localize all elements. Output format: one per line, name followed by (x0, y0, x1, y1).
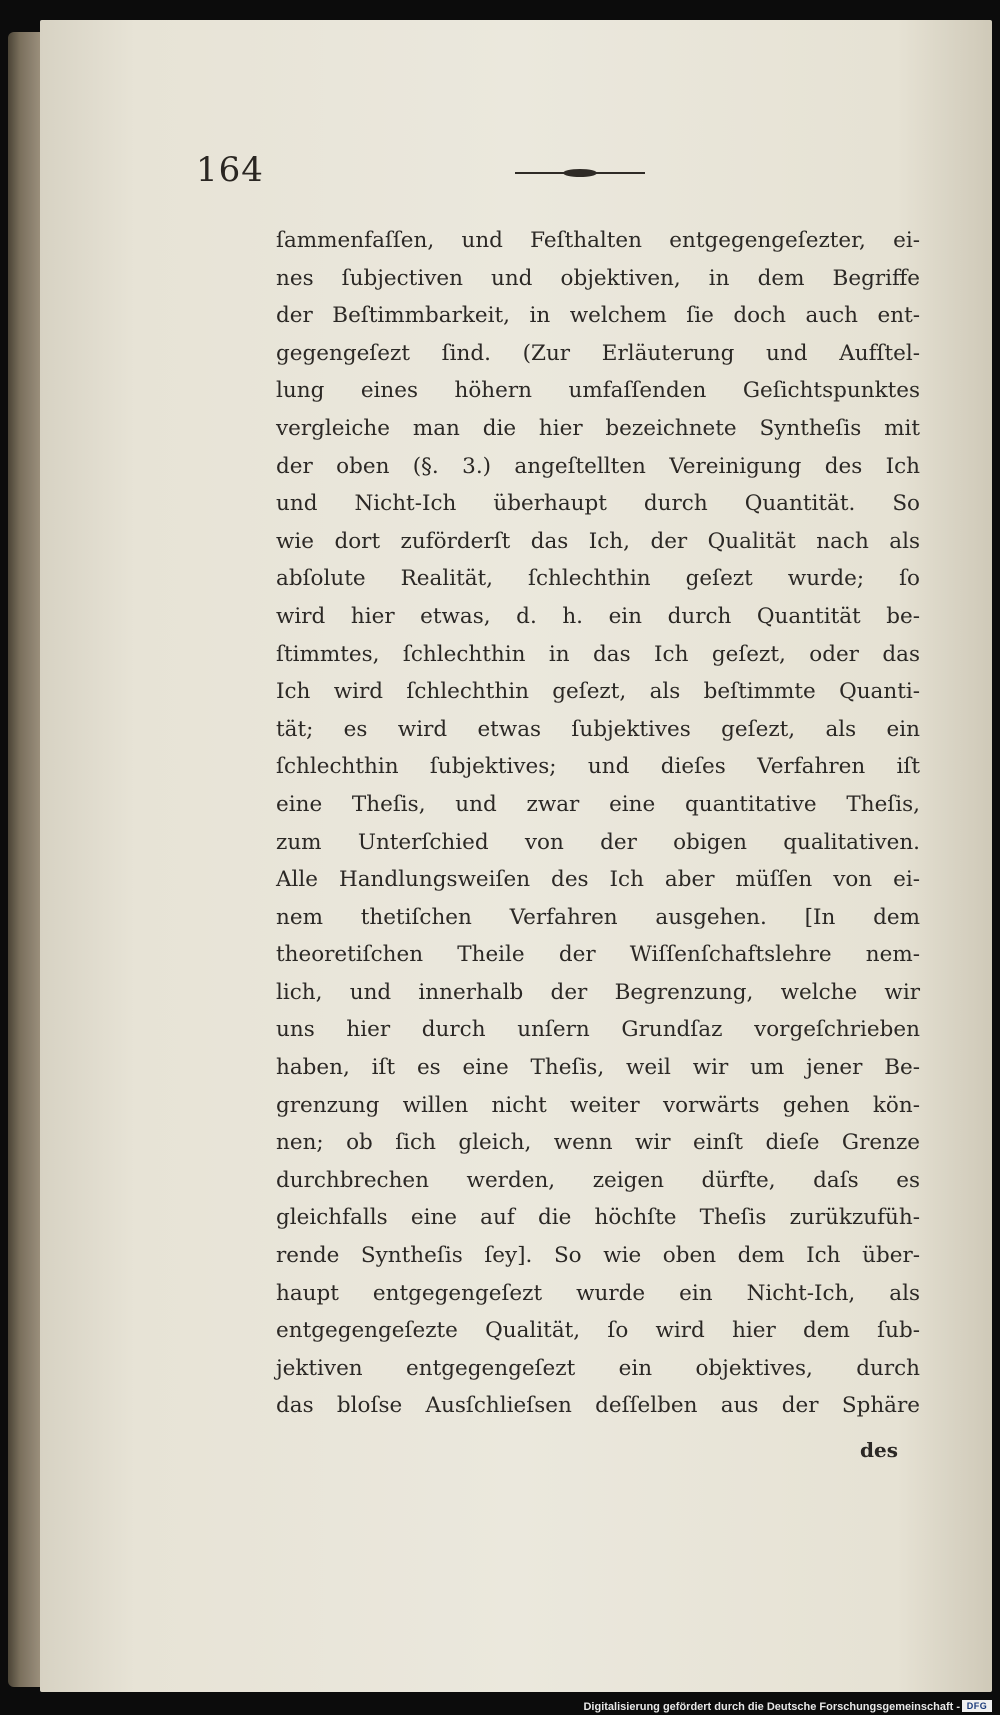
text-line: theoretiſchen Theile der Wiſſenſchaftslehre nem- (276, 942, 920, 968)
text-line: rende Syntheſis ſey]. So wie oben dem Ich über- (276, 1243, 920, 1269)
ornament-rule (515, 170, 645, 176)
text-line: Ich wird ſchlechthin geſezt, als beſtimmte Quanti- (276, 679, 920, 705)
digitization-credit: Digitalisierung gefördert durch die Deutsche Forschungsgemeinschaft - (583, 1701, 960, 1713)
ornament-knot (563, 169, 597, 177)
text-line: tät; es wird etwas ſubjektives geſezt, als ein (276, 716, 920, 742)
text-line: lung eines höhern umfaſſenden Geſichtspunktes (276, 378, 920, 404)
text-line: der oben (§. 3.) angeſtellten Vereinigung des Ich (276, 453, 920, 479)
text-line: abſolute Realität, ſchlechthin geſezt wurde; ſo (276, 566, 920, 592)
text-line: haupt entgegengeſezt wurde ein Nicht-Ich, als (276, 1280, 920, 1306)
text-line: entgegengeſezte Qualität, ſo wird hier dem ſub- (276, 1318, 920, 1344)
text-line: das bloſse Ausſchlieſsen deſſelben aus der Sphäre (276, 1393, 920, 1419)
text-line: haben, iſt es eine Theſis, weil wir um jener Be- (276, 1055, 920, 1081)
text-line: der Beſtimmbarkeit, in welchem ſie doch auch ent- (276, 303, 920, 329)
text-line: nem thetiſchen Verfahren ausgehen. [In dem (276, 904, 920, 930)
page-number: 164 (196, 150, 264, 190)
text-line: nes ſubjectiven und objektiven, in dem Begriffe (276, 265, 920, 291)
text-line: gleichfalls eine auf die höchſte Theſis zurükzufüh- (276, 1205, 920, 1231)
text-line: und Nicht-Ich überhaupt durch Quantität. So (276, 491, 920, 517)
text-line: uns hier durch unſern Grundſaz vorgeſchrieben (276, 1017, 920, 1043)
dfg-logo: DFG (962, 1700, 992, 1712)
text-line: Alle Handlungsweiſen des Ich aber müſſen von ei- (276, 867, 920, 893)
text-line: eine Theſis, und zwar eine quantitative Theſis, (276, 791, 920, 817)
text-line: gegengeſezt ſind. (Zur Erläuterung und Aufſtel- (276, 340, 920, 366)
text-line: ſchlechthin ſubjektives; und dieſes Verfahren iſt (276, 754, 920, 780)
text-line: zum Unterſchied von der obigen qualitativen. (276, 829, 920, 855)
text-line: wie dort zuförderſt das Ich, der Qualität nach als (276, 528, 920, 554)
text-line: grenzung willen nicht weiter vorwärts gehen kön- (276, 1092, 920, 1118)
text-line: ſammenfaſſen, und Feſthalten entgegengeſezter, ei- (276, 228, 920, 253)
text-line: nen; ob ſich gleich, wenn wir einſt dieſe Grenze (276, 1130, 920, 1156)
text-line: vergleiche man die hier bezeichnete Syntheſis mit (276, 415, 920, 441)
text-line: lich, und innerhalb der Begrenzung, welche wir (276, 979, 920, 1005)
text-line: jektiven entgegengeſezt ein objektives, durch (276, 1355, 920, 1381)
text-line: ſtimmtes, ſchlechthin in das Ich geſezt, oder das (276, 641, 920, 667)
body-text (276, 222, 920, 1425)
text-line: wird hier etwas, d. h. ein durch Quantität be- (276, 603, 920, 629)
text-line: durchbrechen werden, zeigen dürfte, daſs es (276, 1167, 920, 1193)
catchword: des (860, 1438, 898, 1462)
